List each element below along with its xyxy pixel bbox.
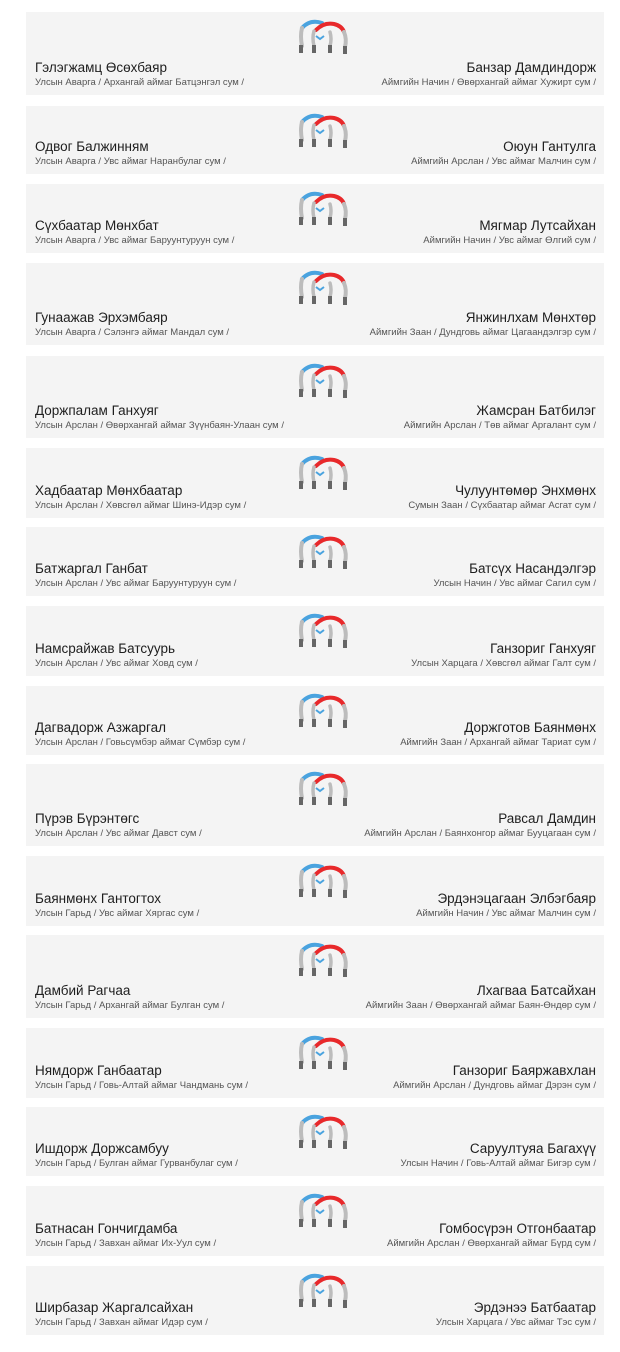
wrestler-right xyxy=(346,1266,596,1335)
wrestler-right xyxy=(346,356,596,438)
wrestler-name: Ширбазар Жаргалсайхан xyxy=(35,1300,194,1315)
wrestler-info: Улсын Арслан / Увс аймаг Ховд сум / xyxy=(35,658,198,669)
wrestlers-icon xyxy=(296,452,350,492)
wrestler-left xyxy=(35,1186,290,1256)
wrestler-name: Чулуунтөмөр Энхмөнх xyxy=(455,483,596,498)
wrestler-info: Улсын Арслан / Увс аймаг Давст сум / xyxy=(35,828,202,839)
wrestler-info: Улсын Харцага / Хөвсгөл аймаг Галт сум / xyxy=(411,658,596,669)
wrestler-info: Улсын Аварга / Увс аймаг Баруунтуруун сум / xyxy=(35,235,235,246)
match-row xyxy=(26,448,604,518)
wrestler-info: Улсын Арслан / Увс аймаг Баруунтуруун сум / xyxy=(35,578,237,589)
wrestler-left xyxy=(35,106,290,174)
wrestler-right xyxy=(346,856,596,926)
wrestler-info: Улсын Арслан / Говьсүмбэр аймаг Сүмбэр сум / xyxy=(35,737,246,748)
wrestlers-icon xyxy=(296,1032,350,1072)
wrestler-name: Янжинлхам Мөнхтөр xyxy=(465,310,596,325)
match-row xyxy=(26,686,604,755)
wrestler-left xyxy=(35,856,290,926)
wrestler-info: Аймгийн Начин / Увс аймаг Өлгий сум / xyxy=(423,235,596,246)
wrestler-name: Банзар Дамдиндорж xyxy=(466,60,596,75)
wrestler-name: Намсрайжав Батсуурь xyxy=(35,641,176,656)
wrestler-name: Батсүх Насандэлгэр xyxy=(469,561,596,576)
wrestler-left xyxy=(35,263,290,345)
wrestler-info: Аймгийн Начин / Өвөрхангай аймаг Хужирт сум / xyxy=(381,77,596,88)
wrestlers-icon xyxy=(296,531,350,571)
wrestler-info: Улсын Гарьд / Завхан аймаг Их-Уул сум / xyxy=(35,1238,217,1249)
wrestler-left xyxy=(35,606,290,676)
wrestler-left xyxy=(35,686,290,755)
match-row xyxy=(26,935,604,1018)
wrestler-info: Аймгийн Заан / Архангай аймаг Тариат сум / xyxy=(400,737,596,748)
wrestler-right xyxy=(346,1028,596,1098)
wrestler-left xyxy=(35,1266,290,1335)
wrestler-info: Улсын Аварга / Архангай аймаг Батцэнгэл сум / xyxy=(35,77,245,88)
wrestler-info: Аймгийн Заан / Өвөрхангай аймаг Баян-Өндөр сум / xyxy=(365,1000,596,1011)
wrestler-right xyxy=(346,263,596,345)
wrestler-info: Улсын Начин / Увс аймаг Сагил сум / xyxy=(433,578,596,589)
wrestler-right xyxy=(346,12,596,95)
wrestler-info: Аймгийн Заан / Дундговь аймаг Цагаандэлгэр сум / xyxy=(369,327,596,338)
wrestler-info: Улсын Гарьд / Говь-Алтай аймаг Чандмань сум / xyxy=(35,1080,249,1091)
wrestler-info: Улсын Аварга / Сэлэнгэ аймаг Мандал сум / xyxy=(35,327,230,338)
wrestler-right xyxy=(346,935,596,1018)
wrestlers-icon xyxy=(296,1190,350,1230)
wrestler-name: Равсал Дамдин xyxy=(498,811,596,826)
wrestler-name: Гунаажав Эрхэмбаяр xyxy=(35,310,168,325)
match-row xyxy=(26,856,604,926)
wrestlers-icon xyxy=(296,690,350,730)
wrestler-name: Батнасан Гончигдамба xyxy=(35,1221,178,1236)
match-row xyxy=(26,764,604,846)
wrestler-right xyxy=(346,527,596,596)
wrestler-info: Аймгийн Арслан / Увс аймаг Малчин сум / xyxy=(411,156,596,167)
match-row xyxy=(26,1028,604,1098)
wrestler-name: Оюун Гантулга xyxy=(503,139,596,154)
wrestler-name: Доржпалам Ганхуяг xyxy=(35,403,159,418)
wrestler-left xyxy=(35,1107,290,1176)
wrestler-left xyxy=(35,527,290,596)
wrestler-left xyxy=(35,935,290,1018)
wrestler-info: Аймгийн Арслан / Дундговь аймаг Дэрэн сум / xyxy=(393,1080,596,1091)
wrestler-left xyxy=(35,448,290,518)
match-row xyxy=(26,1186,604,1256)
wrestler-right xyxy=(346,1107,596,1176)
wrestler-name: Саруултуяа Багахүү xyxy=(469,1141,596,1156)
wrestler-left xyxy=(35,12,290,95)
wrestlers-icon xyxy=(296,1111,350,1151)
wrestlers-icon xyxy=(296,110,350,150)
wrestler-name: Ишдорж Доржсамбуу xyxy=(35,1141,169,1156)
wrestler-info: Аймгийн Начин / Увс аймаг Малчин сум / xyxy=(416,908,596,919)
wrestler-name: Лхагваа Батсайхан xyxy=(476,983,596,998)
wrestler-info: Аймгийн Арслан / Төв аймаг Аргалант сум / xyxy=(403,420,596,431)
wrestler-info: Улсын Аварга / Увс аймаг Наранбулаг сум / xyxy=(35,156,226,167)
wrestler-left xyxy=(35,184,290,253)
wrestler-name: Баянмөнх Гантогтох xyxy=(35,891,161,906)
wrestler-info: Улсын Харцага / Увс аймаг Тэс сум / xyxy=(435,1317,596,1328)
wrestler-left xyxy=(35,1028,290,1098)
match-row xyxy=(26,1266,604,1335)
wrestler-name: Ганзориг Ганхуяг xyxy=(490,641,596,656)
wrestler-right xyxy=(346,764,596,846)
match-row xyxy=(26,106,604,174)
wrestler-name: Нямдорж Ганбаатар xyxy=(35,1063,162,1078)
wrestler-info: Аймгийн Арслан / Баянхонгор аймаг Бууцагаан сум / xyxy=(364,828,596,839)
wrestler-name: Эрдэнээ Батбаатар xyxy=(473,1300,596,1315)
wrestler-name: Мягмар Лутсайхан xyxy=(479,218,596,233)
wrestler-info: Улсын Гарьд / Архангай аймаг Булган сум / xyxy=(35,1000,225,1011)
wrestler-info: Улсын Гарьд / Завхан аймаг Идэр сум / xyxy=(35,1317,208,1328)
wrestler-left xyxy=(35,356,290,438)
match-row xyxy=(26,12,604,95)
wrestler-info: Улсын Арслан / Хөвсгөл аймаг Шинэ-Идэр сум / xyxy=(35,500,247,511)
wrestler-info: Аймгийн Арслан / Өвөрхангай аймаг Бүрд сум / xyxy=(387,1238,596,1249)
wrestlers-icon xyxy=(296,188,350,228)
wrestler-name: Эрдэнэцагаан Элбэгбаяр xyxy=(437,891,596,906)
wrestler-right xyxy=(346,106,596,174)
wrestler-name: Дамбий Рагчаа xyxy=(35,983,131,998)
wrestlers-icon xyxy=(296,1270,350,1310)
wrestler-name: Гэлэгжамц Өсөхбаяр xyxy=(35,60,168,75)
wrestler-name: Хадбаатар Мөнхбаатар xyxy=(35,483,183,498)
match-row xyxy=(26,356,604,438)
wrestlers-icon xyxy=(296,16,350,56)
wrestler-right xyxy=(346,448,596,518)
wrestlers-icon xyxy=(296,360,350,400)
wrestler-name: Доржготов Баянмөнх xyxy=(464,720,596,735)
match-row xyxy=(26,1107,604,1176)
wrestler-right xyxy=(346,1186,596,1256)
match-row xyxy=(26,184,604,253)
wrestler-left xyxy=(35,764,290,846)
wrestlers-icon xyxy=(296,860,350,900)
wrestler-name: Гомбосүрэн Отгонбаатар xyxy=(439,1221,596,1236)
match-row xyxy=(26,263,604,345)
wrestlers-icon xyxy=(296,939,350,979)
wrestler-name: Дагвадорж Азжаргал xyxy=(35,720,167,735)
wrestler-right xyxy=(346,184,596,253)
wrestler-info: Улсын Арслан / Өвөрхангай аймаг Зүүнбаян-Улаан сум / xyxy=(35,420,284,431)
wrestler-info: Улсын Гарьд / Булган аймаг Гурванбулаг сум / xyxy=(35,1158,238,1169)
wrestler-name: Пүрэв Бүрэнтөгс xyxy=(35,811,140,826)
wrestler-right xyxy=(346,686,596,755)
wrestlers-icon xyxy=(296,768,350,808)
wrestler-info: Сумын Заан / Сүхбаатар аймаг Асгат сум / xyxy=(408,500,596,511)
wrestler-right xyxy=(346,606,596,676)
wrestler-info: Улсын Начин / Говь-Алтай аймаг Бигэр сум / xyxy=(400,1158,596,1169)
wrestler-name: Жамсран Батбилэг xyxy=(476,403,596,418)
wrestler-name: Батжаргал Ганбат xyxy=(35,561,148,576)
match-row xyxy=(26,606,604,676)
wrestler-info: Улсын Гарьд / Увс аймаг Хяргас сум / xyxy=(35,908,200,919)
wrestlers-icon xyxy=(296,267,350,307)
match-row xyxy=(26,527,604,596)
wrestler-name: Одвог Балжинням xyxy=(35,139,149,154)
wrestlers-icon xyxy=(296,610,350,650)
wrestler-name: Ганзориг Баяржавхлан xyxy=(452,1063,596,1078)
wrestler-name: Сүхбаатар Мөнхбат xyxy=(35,218,159,233)
